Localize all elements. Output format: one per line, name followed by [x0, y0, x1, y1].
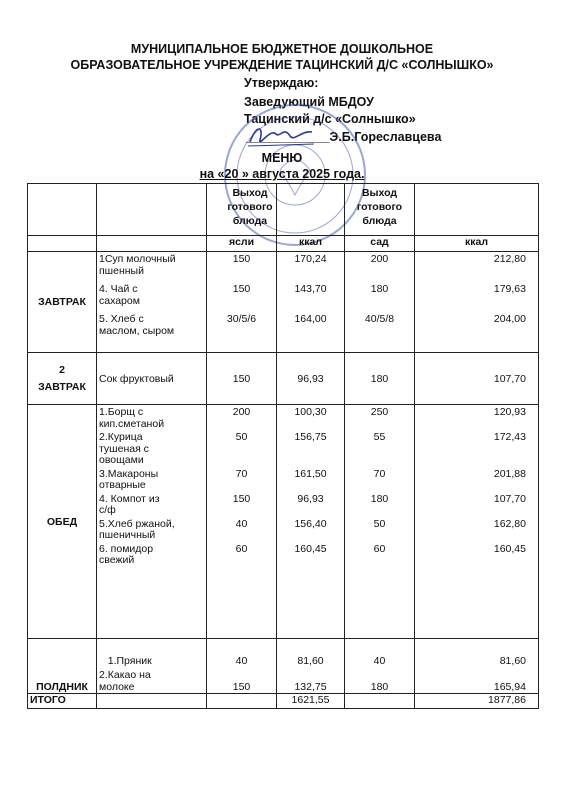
signature-icon	[246, 120, 316, 150]
menu-date: на «20 » августа 2025 года.	[199, 167, 365, 181]
kcal-b-values: 212,80 179,63 204,00	[415, 252, 539, 353]
sad-values: 200 180 40/5/8	[345, 252, 415, 353]
kcal-a-values: 96,93	[277, 353, 345, 405]
table-header-row	[28, 184, 539, 236]
org-name-line-2: ОБРАЗОВАТЕЛЬНОЕ УЧРЕЖДЕНИЕ ТАЦИНСКИЙ Д/С «СОЛНЫШКО»	[70, 58, 494, 72]
approval-label: Утверждаю:	[244, 76, 319, 90]
kcal-a-values: 100,30 156,75 161,50 96,93 156,40 160,45	[277, 405, 345, 639]
subheader-kcal-b: ккал	[415, 236, 539, 252]
yasli-values: 40 150	[207, 639, 277, 694]
approval-org: Тацинский д/с «Солнышко»	[244, 112, 416, 126]
dish-list: 1.Борщ с кип.сметаной 2.Курица тушеная с овощами 3.Макароны отварные 4. Компот из с/ф 5.Хлеб ржаной, пшеничный 6. помидор свежий	[97, 405, 207, 639]
total-row	[28, 694, 539, 709]
approval-position: Заведующий МБДОУ	[244, 95, 374, 109]
approval-signature-line: ____________Э.Б.Гореславцева	[246, 130, 442, 144]
subheader-yasli: ясли	[207, 236, 277, 252]
sad-values: 40 180	[345, 639, 415, 694]
subheader-sad: сад	[345, 236, 415, 252]
dish-list: Сок фруктовый	[97, 353, 207, 405]
sad-values: 180	[345, 353, 415, 405]
table-subheader-row	[28, 236, 539, 252]
kcal-a-values: 170,24 143,70 164,00	[277, 252, 345, 353]
table-row	[28, 353, 539, 405]
dish-list: 1.Пряник 2.Какао на молоке	[97, 639, 207, 694]
total-kcal-b: 1877,86	[415, 694, 539, 709]
meal-name: ПОЛДНИК	[28, 639, 97, 694]
table-row	[28, 639, 539, 694]
kcal-b-values: 120,93 172,43 201,88 107,70 162,80 160,45	[415, 405, 539, 639]
total-label: ИТОГО	[28, 694, 97, 709]
table-row	[28, 405, 539, 639]
yasli-values: 150 150 30/5/6	[207, 252, 277, 353]
org-name-line-1: МУНИЦИПАЛЬНОЕ БЮДЖЕТНОЕ ДОШКОЛЬНОЕ	[130, 42, 434, 56]
table-row	[28, 252, 539, 353]
meal-name: ОБЕД	[28, 405, 97, 639]
meal-name: 2 ЗАВТРАК	[28, 353, 97, 405]
dish-list: 1Суп молочный пшенный 4. Чай с сахаром 5. Хлеб с маслом, сыром	[97, 252, 207, 353]
menu-title: МЕНЮ	[261, 151, 303, 165]
kcal-a-values: 81,60 132,75	[277, 639, 345, 694]
sad-values: 250 55 70 180 50 60	[345, 405, 415, 639]
yasli-values: 200 50 70 150 40 60	[207, 405, 277, 639]
subheader-kcal-a: ккал	[277, 236, 345, 252]
kcal-b-values: 107,70	[415, 353, 539, 405]
yield-header-kindergarten: Выход готового блюда	[345, 184, 415, 236]
meal-name: ЗАВТРАК	[28, 252, 97, 353]
yield-header-nursery: Выход готового блюда	[207, 184, 277, 236]
yasli-values: 150	[207, 353, 277, 405]
total-kcal-a: 1621,55	[277, 694, 345, 709]
menu-table	[27, 183, 539, 709]
kcal-b-values: 81,60 165,94	[415, 639, 539, 694]
